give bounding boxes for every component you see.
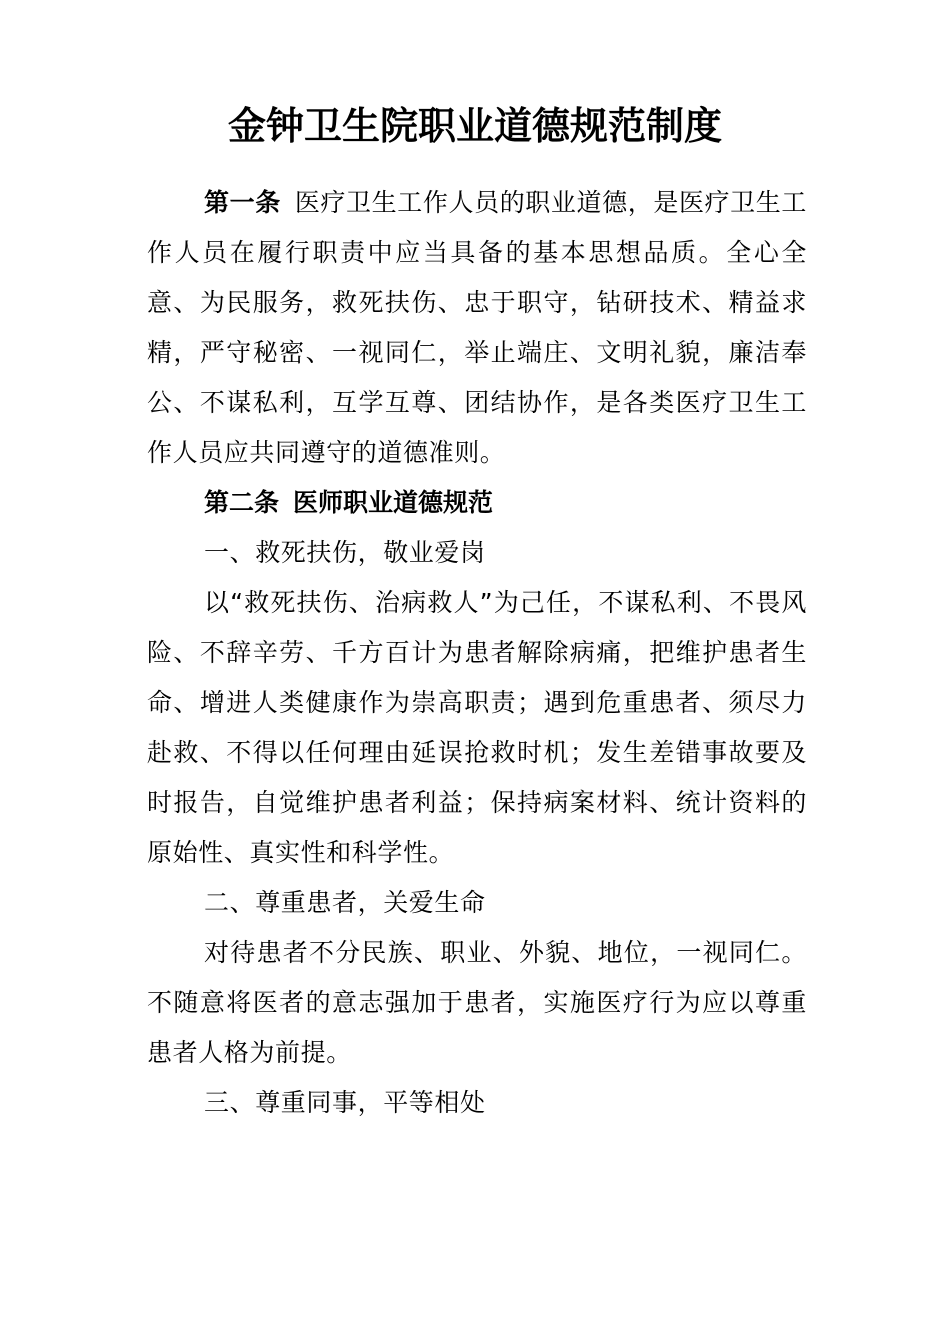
section-2-heading: 二、尊重患者，关爱生命 [204, 888, 486, 917]
article-2-heading [147, 478, 807, 528]
section-2-text: 对待患者不分民族、职业、外貌、地位，一视同仁。不随意将医者的意志强加于患者，实施医疗行为应以尊重患者人格为前提。 [147, 938, 807, 1067]
document-title: 金钟卫生院职业道德规范制度 [227, 104, 722, 148]
section-3-heading: 三、尊重同事，平等相处 [204, 1088, 486, 1117]
section-1-text: 以“救死扶伤、治病救人”为己任，不谋私利、不畏风险、不辞辛劳、千方百计为患者解除病痛，把维护患者生命、增进人类健康作为崇高职责；遇到危重患者、须尽力赴救、不得以任何理由延误抢救时机；发生差错事故要及时报告，自觉维护患者利益；保持病案材料、统计资料的原始性、真实性和科学性。 [147, 588, 807, 867]
article-1-text: 医疗卫生工作人员的职业道德，是医疗卫生工作人员在履行职责中应当具备的基本思想品质。全心全意、为民服务，救死扶伤、忠于职守，钻研技术、精益求精，严守秘密、一视同仁，举止端庄、文明礼貌，廉洁奉公、不谋私利，互学互尊、团结协作，是各类医疗卫生工作人员应共同遵守的道德准则。 [147, 188, 807, 467]
section-1-heading: 一、救死扶伤，敬业爱岗 [204, 538, 486, 567]
article-1 [147, 178, 807, 478]
article-2-title: 医师职业道德规范 [293, 488, 494, 517]
document-body [147, 178, 807, 1128]
article-2-label: 第二条 [204, 488, 280, 517]
article-1-label: 第一条 [204, 188, 281, 217]
